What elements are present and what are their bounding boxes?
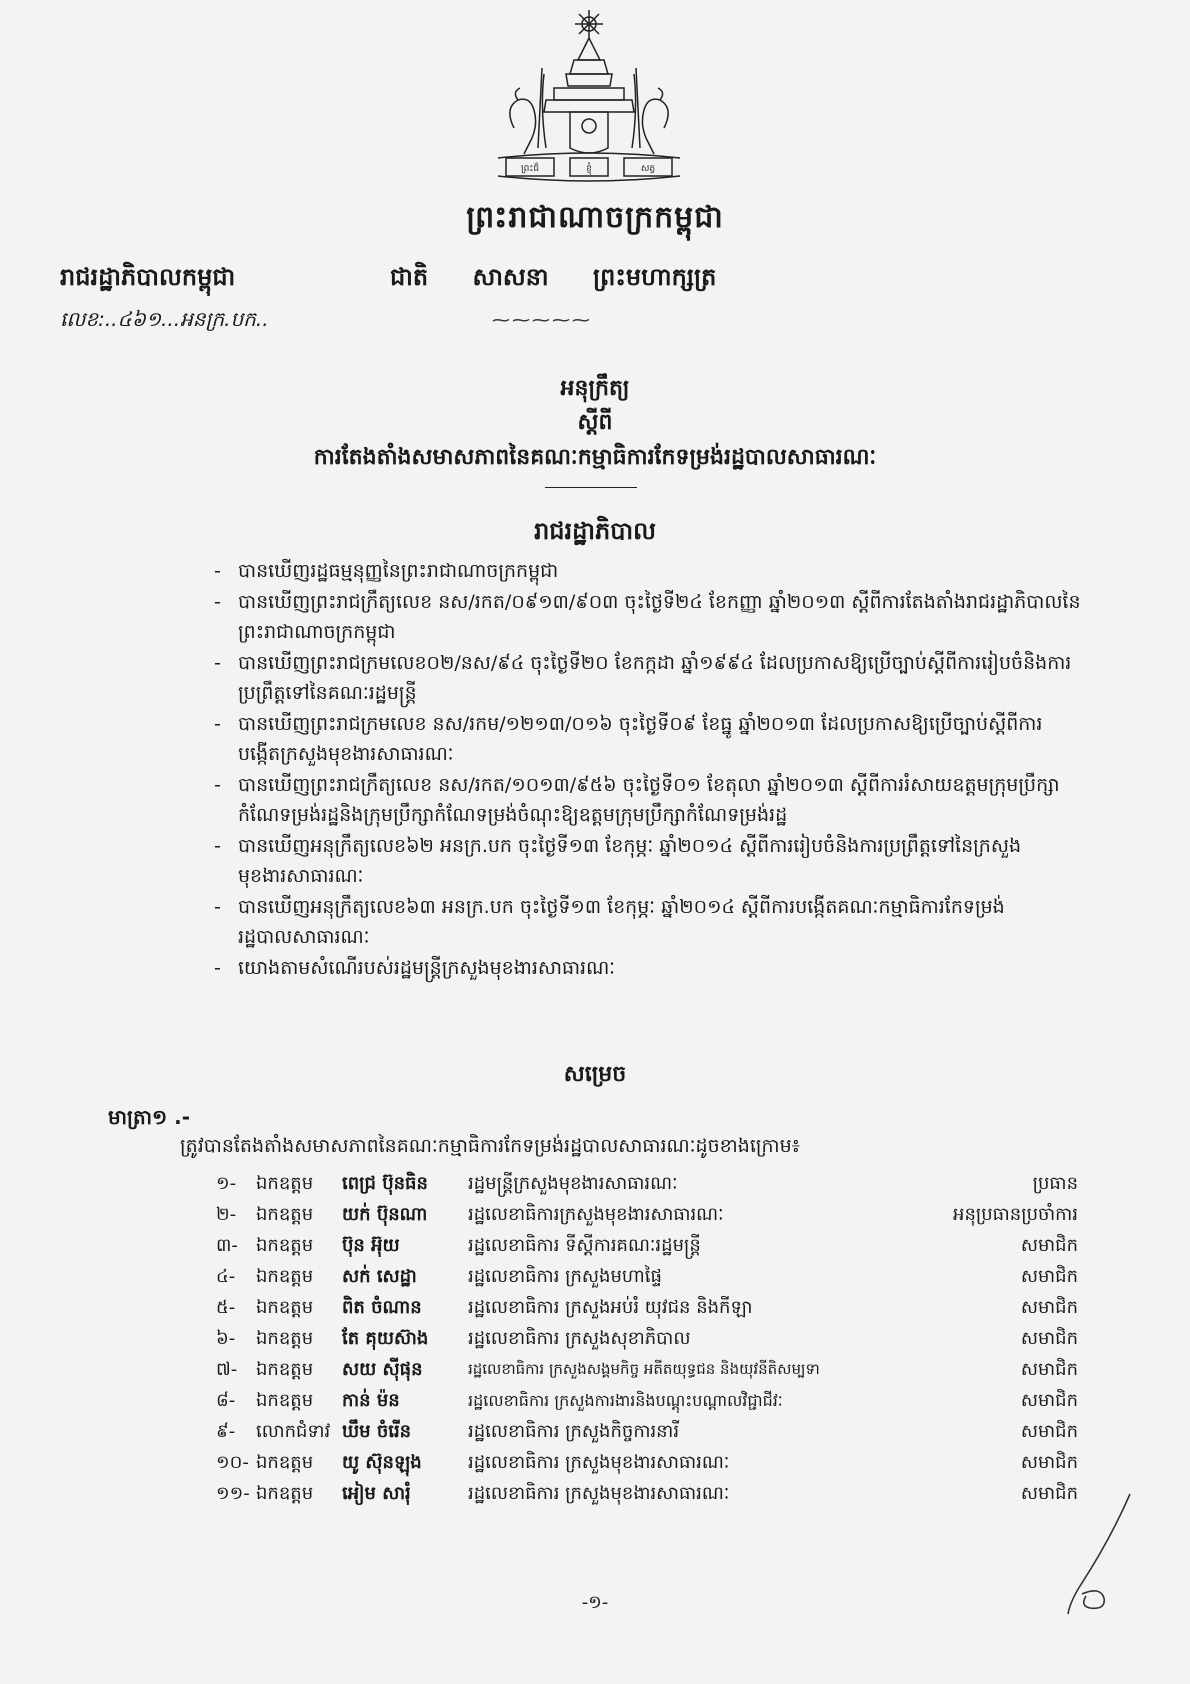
member-name: សក់ សេដ្ឋា xyxy=(342,1266,417,1287)
government-name: រាជរដ្ឋាភិបាលកម្ពុជា xyxy=(60,263,236,291)
member-role: សមាជិក xyxy=(1020,1235,1078,1256)
reference-number: លេខ:..៤៦១...អនក្រ.បក.. xyxy=(60,307,269,331)
member-position: រដ្ឋលេខាធិការ ក្រសួងសង្គមកិច្ច អតីតយុទ្ធជន និងយុវនីតិសម្បទា xyxy=(468,1360,820,1378)
member-name: កាន់ ម៉ន xyxy=(342,1390,400,1411)
emblem-right-label: សត្វ xyxy=(640,164,656,174)
member-number: ១- xyxy=(216,1173,237,1194)
member-title: ឯកឧត្តម xyxy=(256,1483,314,1504)
recital-item: - បានឃើញរដ្ឋធម្មនុញ្ញនៃព្រះរាជាណាចក្រកម្ពុជា xyxy=(214,556,1084,586)
member-name: អៀម សារុំ xyxy=(342,1483,411,1504)
member-number: ៤- xyxy=(216,1266,236,1287)
member-number: ១១- xyxy=(216,1483,250,1504)
member-row xyxy=(216,1261,1086,1292)
recital-item: - បានឃើញព្រះរាជក្រមលេខ នស/រកម/១២១៣/០១៦ ចុះថ្ងៃទី០៩ ខែធ្នូ ឆ្នាំ២០១៣ ដែលប្រកាសឱ្យប្រើច្បាប់ស្ដីពីការបង្កើតក្រសួងមុខងារសាធារណៈ xyxy=(214,709,1084,769)
ornament-divider: ⁓⁓⁓⁓⁓ xyxy=(492,310,592,331)
member-title: ឯកឧត្តម xyxy=(256,1390,314,1411)
kingdom-title: ព្រះរាជាណាចក្រកម្ពុជា xyxy=(466,200,724,235)
member-title: ឯកឧត្តម xyxy=(256,1452,314,1473)
member-row xyxy=(216,1447,1086,1478)
member-row xyxy=(216,1478,1086,1509)
member-title: លោកជំទាវ xyxy=(256,1421,331,1442)
member-row xyxy=(216,1416,1086,1447)
member-title: ឯកឧត្តម xyxy=(256,1173,314,1194)
member-position: រដ្ឋលេខាធិការ ក្រសួងមុខងារសាធារណៈ xyxy=(468,1483,730,1504)
member-title: ឯកឧត្តម xyxy=(256,1266,314,1287)
member-row xyxy=(216,1323,1086,1354)
member-position: រដ្ឋលេខាធិការ ក្រសួងសុខាភិបាល xyxy=(468,1328,691,1349)
member-role: ប្រធាន xyxy=(1032,1173,1078,1194)
member-position: រដ្ឋលេខាធិការ ក្រសួងអប់រំ យុវជន និងកីឡា xyxy=(468,1297,753,1318)
article-intro: ត្រូវបានតែងតាំងសមាសភាពនៃគណៈកម្មាធិការកែទម្រង់រដ្ឋបាលសាធារណៈដូចខាងក្រោម៖ xyxy=(180,1135,801,1157)
member-name: យូ ស៊ុនឡុង xyxy=(342,1452,422,1473)
national-motto xyxy=(390,262,752,297)
emblem-center-label: ខ្ញុំ xyxy=(586,164,592,174)
member-role: សមាជិក xyxy=(1020,1297,1078,1318)
royal-emblem-icon xyxy=(484,8,694,188)
member-position: រដ្ឋមន្ត្រីក្រសួងមុខងារសាធារណៈ xyxy=(468,1173,678,1194)
member-title: ឯកឧត្តម xyxy=(256,1359,314,1380)
member-role: សមាជិក xyxy=(1020,1359,1078,1380)
member-name: តែ គុយស៊ាង xyxy=(342,1328,429,1349)
motto-nation: ជាតិ xyxy=(390,263,429,291)
member-role: អនុប្រធានប្រចាំការ xyxy=(953,1204,1078,1225)
member-row xyxy=(216,1354,1086,1385)
recital-item: - បានឃើញព្រះរាជក្រឹត្យលេខ នស/រកត/១០១៣/៩៥៦ ចុះថ្ងៃទី០១ ខែតុលា ឆ្នាំ២០១៣ ស្ដីពីការរំសាយឧត្ដមក្រុមប្រឹក្សាកំណែទម្រង់រដ្ឋនិងក្រុមប្រឹក្សាកំណែទម្រង់ចំណុះឱ្យឧត្ដមក្រុមប្រឹក្សាកំណែទម្រង់រដ្ឋ xyxy=(214,770,1084,830)
member-role: សមាជិក xyxy=(1020,1390,1078,1411)
member-name: ពិត ចំណាន xyxy=(342,1297,422,1318)
member-title: ឯកឧត្តម xyxy=(256,1297,314,1318)
member-row xyxy=(216,1385,1086,1416)
member-number: ៦- xyxy=(216,1328,236,1349)
member-title: ឯកឧត្តម xyxy=(256,1235,314,1256)
motto-king: ព្រះមហាក្សត្រ xyxy=(592,263,717,291)
article-label: មាត្រា១ .- xyxy=(108,1105,191,1129)
member-position: រដ្ឋលេខាធិការ ទីស្តីការគណៈរដ្ឋមន្ត្រី xyxy=(468,1235,701,1256)
member-number: ៨- xyxy=(216,1390,236,1411)
member-name: យក់ ប៊ុនណា xyxy=(342,1204,428,1225)
member-row xyxy=(216,1168,1086,1199)
motto-religion: សាសនា xyxy=(472,263,549,291)
member-row xyxy=(216,1199,1086,1230)
member-position: រដ្ឋលេខាធិការ ក្រសួងកិច្ចការនារី xyxy=(468,1421,680,1442)
member-row xyxy=(216,1292,1086,1323)
member-number: ៩- xyxy=(216,1421,236,1442)
recital-item: - យោងតាមសំណើរបស់រដ្ឋមន្ត្រីក្រសួងមុខងារសាធារណៈ xyxy=(214,953,1084,983)
member-number: ២- xyxy=(216,1204,237,1225)
recital-item: - បានឃើញអនុក្រឹត្យលេខ៦៣ អនក្រ.បក ចុះថ្ងៃទី១៣ ខែកុម្ភៈ ឆ្នាំ២០១៤ ស្ដីពីការបង្កើតគណៈកម្មាធិការកែទម្រង់រដ្ឋបាលសាធារណៈ xyxy=(214,892,1084,952)
member-name: សយ ស៊ីផុន xyxy=(342,1359,423,1380)
member-name: ឃឹម ចំរើន xyxy=(342,1421,412,1442)
page-number: -១- xyxy=(581,1592,609,1613)
recital-item: - បានឃើញអនុក្រឹត្យលេខ៦២ អនក្រ.បក ចុះថ្ងៃទី១៣ ខែកុម្ភៈ ឆ្នាំ២០១៤ ស្ដីពីការរៀបចំនិងការប្រព្រឹត្តទៅនៃក្រសួងមុខងារសាធារណៈ xyxy=(214,831,1084,891)
decision-heading: សម្រេច xyxy=(563,1062,627,1087)
member-role: សមាជិក xyxy=(1020,1452,1078,1473)
decree-about: ស្ដីពី xyxy=(577,410,613,435)
member-role: សមាជិក xyxy=(1020,1328,1078,1349)
member-role: សមាជិក xyxy=(1020,1483,1078,1504)
member-number: ៧- xyxy=(216,1359,238,1380)
member-position: រដ្ឋលេខាធិការ ក្រសួងមុខងារសាធារណៈ xyxy=(468,1452,730,1473)
divider-line xyxy=(545,487,637,488)
recitals-list xyxy=(214,556,1084,984)
member-number: ៥- xyxy=(216,1297,236,1318)
member-number: ១០- xyxy=(216,1452,249,1473)
member-title: ឯកឧត្តម xyxy=(256,1204,314,1225)
decree-type: អនុក្រឹត្យ xyxy=(560,376,630,401)
member-position: រដ្ឋលេខាធិការក្រសួងមុខងារសាធារណៈ xyxy=(468,1204,724,1225)
member-row xyxy=(216,1230,1086,1261)
member-position: រដ្ឋលេខាធិការ ក្រសួងមហាផ្ទៃ xyxy=(468,1266,662,1287)
member-title: ឯកឧត្តម xyxy=(256,1328,314,1349)
member-name: ប៊ុន អ៊ុយ xyxy=(342,1235,400,1256)
member-list xyxy=(216,1168,1086,1509)
decree-subject: ការតែងតាំងសមាសភាពនៃគណៈកម្មាធិការកែទម្រង់រដ្ឋបាលសាធារណៈ xyxy=(313,445,877,470)
member-role: សមាជិក xyxy=(1020,1421,1078,1442)
member-position: រដ្ឋលេខាធិការ ក្រសួងការងារនិងបណ្តុះបណ្តាលវិជ្ជាជីវៈ xyxy=(468,1391,783,1410)
issuer-heading: រាជរដ្ឋាភិបាល xyxy=(534,517,656,545)
recital-item: - បានឃើញព្រះរាជក្រឹត្យលេខ នស/រកត/០៩១៣/៩០៣ ចុះថ្ងៃទី២៤ ខែកញ្ញា ឆ្នាំ២០១៣ ស្ដីពីការតែងតាំងរាជរដ្ឋាភិបាលនៃព្រះរាជាណាចក្រកម្ពុជា xyxy=(214,587,1084,647)
member-role: សមាជិក xyxy=(1020,1266,1078,1287)
member-number: ៣- xyxy=(216,1235,238,1256)
member-name: ពេជ្រ ប៊ុនធិន xyxy=(342,1173,428,1194)
recital-item: - បានឃើញព្រះរាជក្រមលេខ០២/នស/៩៤ ចុះថ្ងៃទី២០ ខែកក្កដា ឆ្នាំ១៩៩៤ ដែលប្រកាសឱ្យប្រើច្បាប់ស្ដីពីការរៀបចំនិងការប្រព្រឹត្តទៅនៃគណៈរដ្ឋមន្ត្រី xyxy=(214,648,1084,708)
emblem-left-label: ព្រះជ៏ xyxy=(520,164,540,174)
